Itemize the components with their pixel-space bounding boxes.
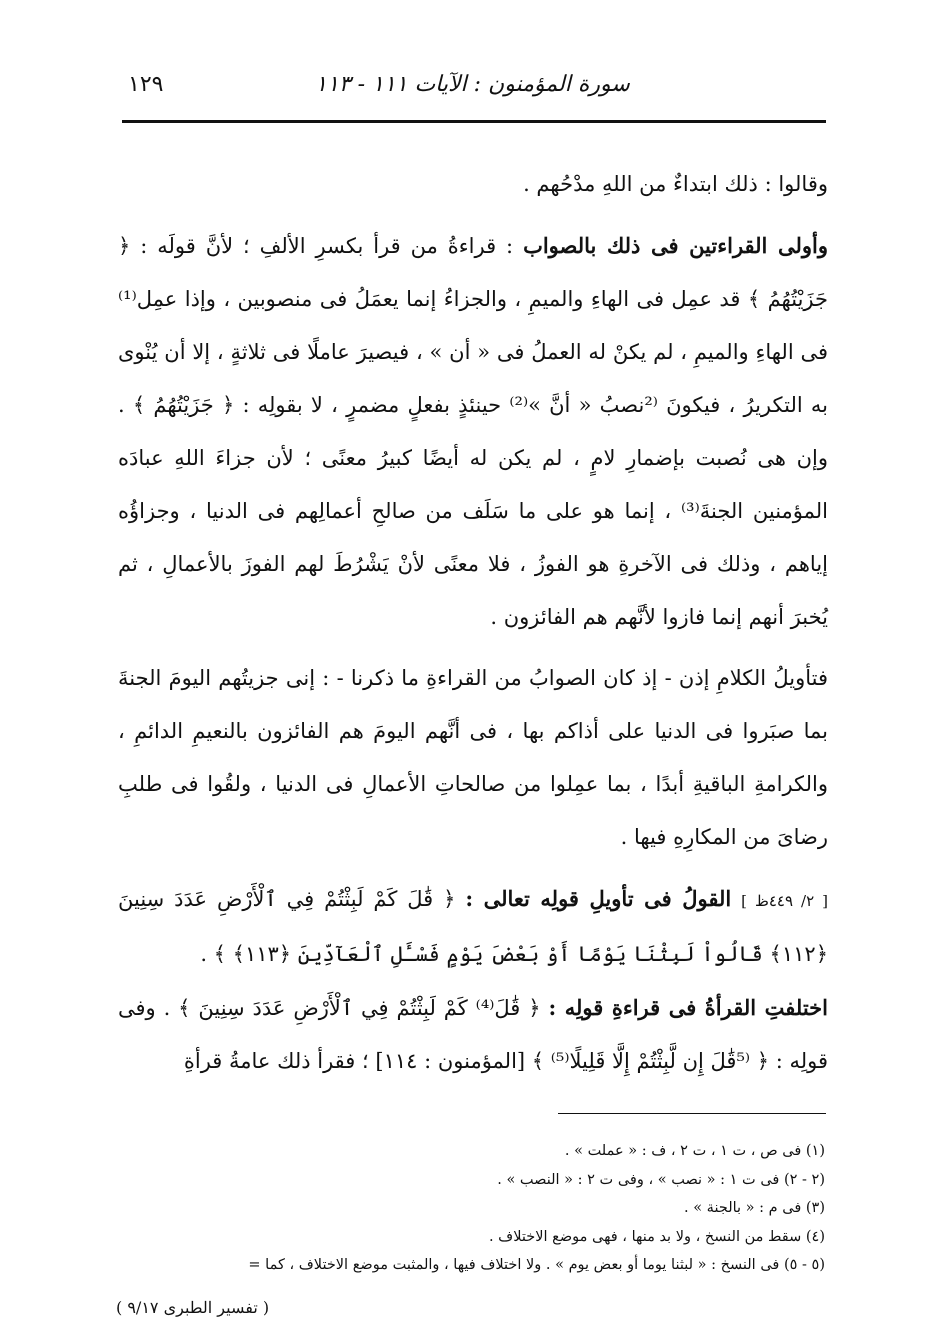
- paragraph-2-text: : قراءةُ من قرأ بكسرِ الألفِ ؛ لأنَّ قولَه : ﴿ جَزَيْتُهُمُ ﴾ قد عمِل فى الهاءِ والميمِ ، والجزاءُ إنما يعمَلُ فى منصوبين ، وإذا عمِل⁽¹⁾ فى الهاءِ والميمِ ، لم يكنْ له العملُ فى « أن » ، فيصيرَ عاملًا فى ثلاثةٍ ، إلا أن يُنْوى به التكريرُ ، فيكونَ ⁽²نصبُ « أنَّ »⁽²⁾ حينئذٍ بفعلٍ مضمرٍ ، لا بقولِه : ﴿ جَزَيْتُهُمُ ﴾ . وإن هى نُصبت بإضمارِ لامٍ ، لم يكن له أيضًا كبيرُ معنًى ؛ لأن جزاءَ اللهِ عبادَه المؤمنين الجنةَ⁽³⁾ ، إنما هو على ما سَلَف من صالحِ أعمالِهم فى الدنيا ، وجزاؤُه إياهم ، وذلك فى الآخرةِ هو الفوزُ ، فلا معنًى لأنْ يَشْرُطَ لهم الفوزَ بالأعمالِ ، ثم يُخبرَ أنهم إنما فازوا لأنَّهم هم الفائزون .: [118, 234, 828, 629]
- header-divider: [122, 120, 826, 123]
- paragraph-3: فتأويلُ الكلامِ إذن - إذ كان الصوابُ من القراءةِ ما ذكرنا - : إنى جزيتُهم اليومَ الجنةَ بما صبَروا فى الدنيا على أذاكم بها ، فى أنَّهم اليومَ هم الفائزون بالنعيمِ الدائمِ ، والكرامةِ الباقيةِ أبدًا ، بما عمِلوا من صالحاتِ الأعمالِ فى الدنيا ، ولقُوا فى طلبِ رضاىَ من المكارِهِ فيها .: [118, 666, 829, 849]
- chapter-title: سورة المؤمنون : الآيات ١١١ - ١١٣: [315, 72, 630, 97]
- paragraph-1: وقالوا : ذلك ابتداءٌ من اللهِ مدْحُهم .: [523, 172, 828, 196]
- running-header: [120, 72, 825, 108]
- footnote: (٥ - ٥) فى النسخ : « لبثنا يوما أو بعض يوم » . ولا اختلاف فيها ، والمثبت موضع الاختلاف ، كما =: [248, 1257, 825, 1273]
- main-text: [118, 158, 828, 1088]
- manuscript-reference: [ ٢/ ٤٤٩ظ ]: [741, 892, 828, 910]
- page-number: ١٢٩: [128, 72, 164, 97]
- paragraph-5: [118, 981, 828, 1088]
- footnotes: [95, 1137, 825, 1280]
- footnote: (٣) فى م : « بالجنة » .: [683, 1200, 825, 1216]
- paragraph-2: [118, 219, 828, 644]
- paragraph-2-lead: وأولى القراءتين فى ذلك بالصواب: [523, 233, 828, 258]
- footnotes-divider: [558, 1113, 826, 1114]
- footnote: (١) فى ص ، ت ١ ، ت ٢ ، ف : « عملت » .: [564, 1143, 825, 1159]
- paragraph-5-lead: اختلفتِ القرأةُ فى قراءةِ قولِه :: [548, 995, 828, 1020]
- quran-verse: ﴿ قَٰلَ كَمْ لَبِثْتُمْ فِي ٱلْأَرْضِ عَدَدَ سِنِينَ ﴿١١٢﴾ قَالُواْ لَبِثْنَا يَوْمًا أَوْ بَعْضَ يَوْمٍ فَسْـَٔلِ ٱلْعَآدِّينَ ﴿١١٣﴾ ﴾ .: [118, 887, 828, 966]
- footnote: (٢ - ٢) فى ت ١ : « نصب » ، وفى ت ٢ : « النصب » .: [497, 1171, 825, 1188]
- book-signature: ( تفسير الطبرى ٩/١٧ ): [116, 1298, 270, 1317]
- paragraph-4-lead: القولُ فى تأويلِ قولِه تعالى :: [465, 886, 732, 911]
- paragraph-5-text: ﴿ قَٰلَ⁽⁴⁾ كَمْ لَبِثْتُمْ فِي ٱلْأَرْضِ عَدَدَ سِنِينَ ﴾ . وفى قولِه : ﴿ ⁽⁵قَٰلَ إِن لَّبِثْتُمْ إِلَّا قَلِيلًا⁽⁵⁾ ﴾ [المؤمنون : ١١٤] ؛ فقرأ ذلك عامةُ قرأةِ: [118, 996, 828, 1073]
- footnote: (٤) سقط من النسخ ، ولا بد منها ، فهى موضع الاختلاف .: [488, 1228, 825, 1245]
- paragraph-4: [118, 872, 828, 981]
